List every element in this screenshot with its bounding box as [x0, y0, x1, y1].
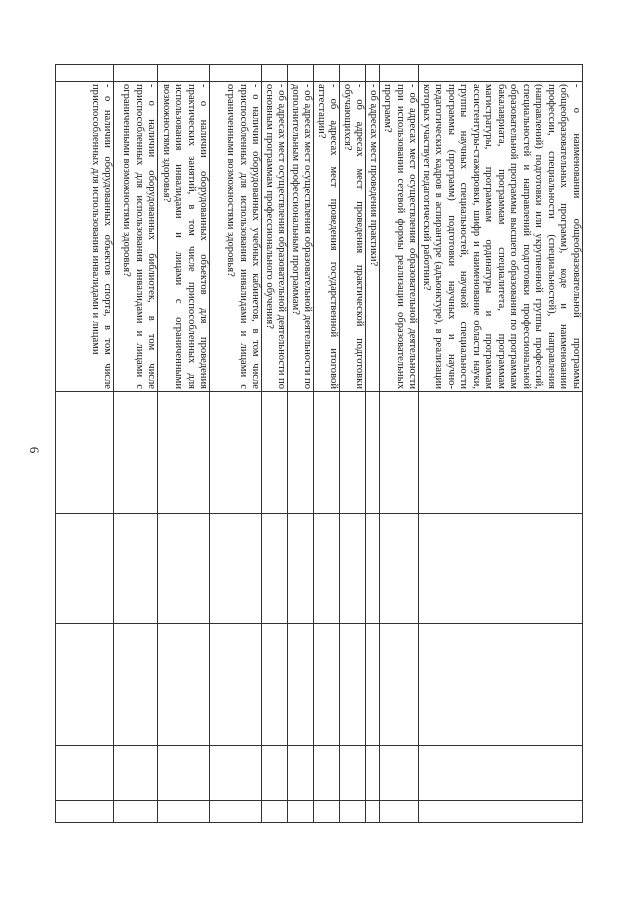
- question-cell: - об адресах мест осуществления образовательной деятельности по дополнительным профессиональным программам?: [288, 82, 314, 392]
- table-row: [56, 65, 114, 823]
- table-row: [262, 65, 288, 823]
- question-cell: - об адресах мест проведения практики?: [366, 82, 380, 392]
- table-row: [380, 65, 419, 823]
- table-row: [314, 65, 340, 823]
- page-number: 6: [27, 446, 42, 454]
- rotated-table-block: [77, 64, 583, 823]
- question-cell: - о наличии оборудованных объектов для проведения практических занятий, в том числе приспособленных для использования инвалидами и лицами с ограниченными возможностями здоровья?: [158, 82, 210, 392]
- checklist-table: [56, 64, 584, 823]
- question-cell: - об адресах мест проведения практической подготовки обучающихся?: [340, 82, 366, 392]
- table-row: [210, 65, 262, 823]
- question-cell: - об адресах мест осуществления образовательной деятельности по основным программам профессионального обучения?: [262, 82, 288, 392]
- question-cell: - о наличии оборудованных учебных кабинетов, в том числе приспособленных для использования инвалидами и лицами с ограниченными возможностями здоровья?: [210, 82, 262, 392]
- question-cell: - об адресах мест проведения государственной итоговой аттестации?: [314, 82, 340, 392]
- table-row: [340, 65, 366, 823]
- question-cell: - о наличии оборудованных объектов спорта, в том числе приспособленных для использования инвалидами и лицами: [56, 82, 114, 392]
- table-row: [288, 65, 314, 823]
- question-cell: - о наличии оборудованных библиотек, в том числе приспособленных для использования инвалидами и лицами с ограниченными возможностями здоровья?: [114, 82, 158, 392]
- question-cell: - об адресах мест осуществления образовательной деятельности при использовании сетевой формы реализации образовательных программ?: [380, 82, 419, 392]
- table-row: [114, 65, 158, 823]
- table-row: [419, 65, 583, 823]
- table-row: [158, 65, 210, 823]
- table-row: [366, 65, 380, 823]
- question-cell: - о наименовании общеобразовательной программы (общеобразовательных программ), коде и наименовании профессии, специальности (специальностей), направления (направлений) подготовки или укрупненной группы профессий, специальностей и направлений подготовки профессиональной образовательной программы высшего образования по программам бакалавриата, программам специалитета, программам магистратуры, программам ординатуры и программам ассистентуры-стажировки, шифр и наименование области науки, группы научных специальностей, научной специальности программы (программ) подготовки научных и научно-педагогических кадров в аспирантуре (адъюнктуре), в реализации которых участвует педагогический работник?: [419, 82, 583, 392]
